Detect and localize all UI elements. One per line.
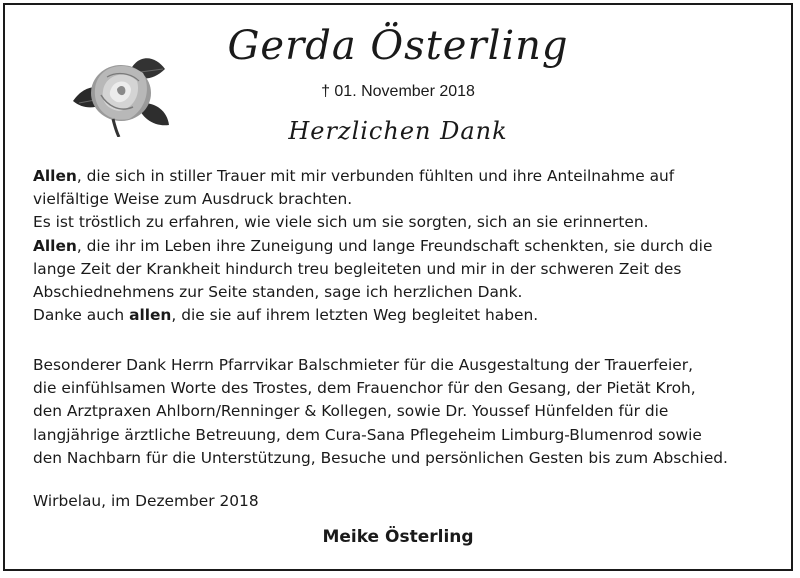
text-fragment: , die sich in stiller Trauer mit mir verbunden fühlten und ihre Anteilnahme auf [76, 167, 675, 185]
text-line [33, 304, 785, 327]
text-line: Es ist tröstlich zu erfahren, wie viele sich um sie sorgten, sich an sie erinnerten. [33, 213, 649, 232]
deceased-name: Gerda Österling [227, 23, 569, 69]
text-line: den Arztpraxen Ahlborn/Renninger & Kollegen, sowie Dr. Youssef Hünfelden für die [33, 402, 669, 421]
emphasis-word: Allen [33, 236, 77, 255]
text-line: vielfältige Weise zum Ausdruck brachten. [33, 190, 353, 209]
text-line: Abschiednehmens zur Seite standen, sage ich herzlichen Dank. [33, 283, 523, 302]
signature-name: Meike Österling [322, 527, 474, 547]
text-line: langjährige ärztliche Betreuung, dem Cura-Sana Pflegeheim Limburg-Blumenrod sowie [33, 425, 702, 444]
thanks-paragraph-general [33, 165, 785, 327]
text-fragment: , die sie auf ihrem letzten Weg begleitet haben. [171, 306, 539, 325]
text-fragment: , die ihr im Leben ihre Zuneigung und lange Freundschaft schenkten, sie durch die [76, 236, 713, 255]
text-fragment: Danke auch [33, 306, 130, 325]
text-line: den Nachbarn für die Unterstützung, Besuche und persönlichen Gesten bis zum Abschied. [33, 448, 728, 467]
death-date: † 01. November 2018 [321, 83, 475, 100]
text-line: lange Zeit der Krankheit hindurch treu begleiteten und mir in der schweren Zeit des [33, 259, 682, 278]
obituary-card [3, 3, 793, 571]
text-line: Besonderer Dank Herrn Pfarrvikar Balschmieter für die Ausgestaltung der Trauerfeier, [33, 356, 693, 374]
text-line [33, 165, 785, 188]
thanks-heading: Herzlichen Dank [288, 117, 508, 145]
place-and-date: Wirbelau, im Dezember 2018 [33, 492, 259, 510]
text-line [33, 235, 785, 258]
thanks-paragraph-special [33, 354, 785, 470]
emphasis-word: Allen [33, 167, 77, 185]
text-line: die einfühlsamen Worte des Trostes, dem Frauenchor für den Gesang, der Pietät Kroh, [33, 379, 696, 398]
emphasis-word: allen [129, 306, 172, 325]
